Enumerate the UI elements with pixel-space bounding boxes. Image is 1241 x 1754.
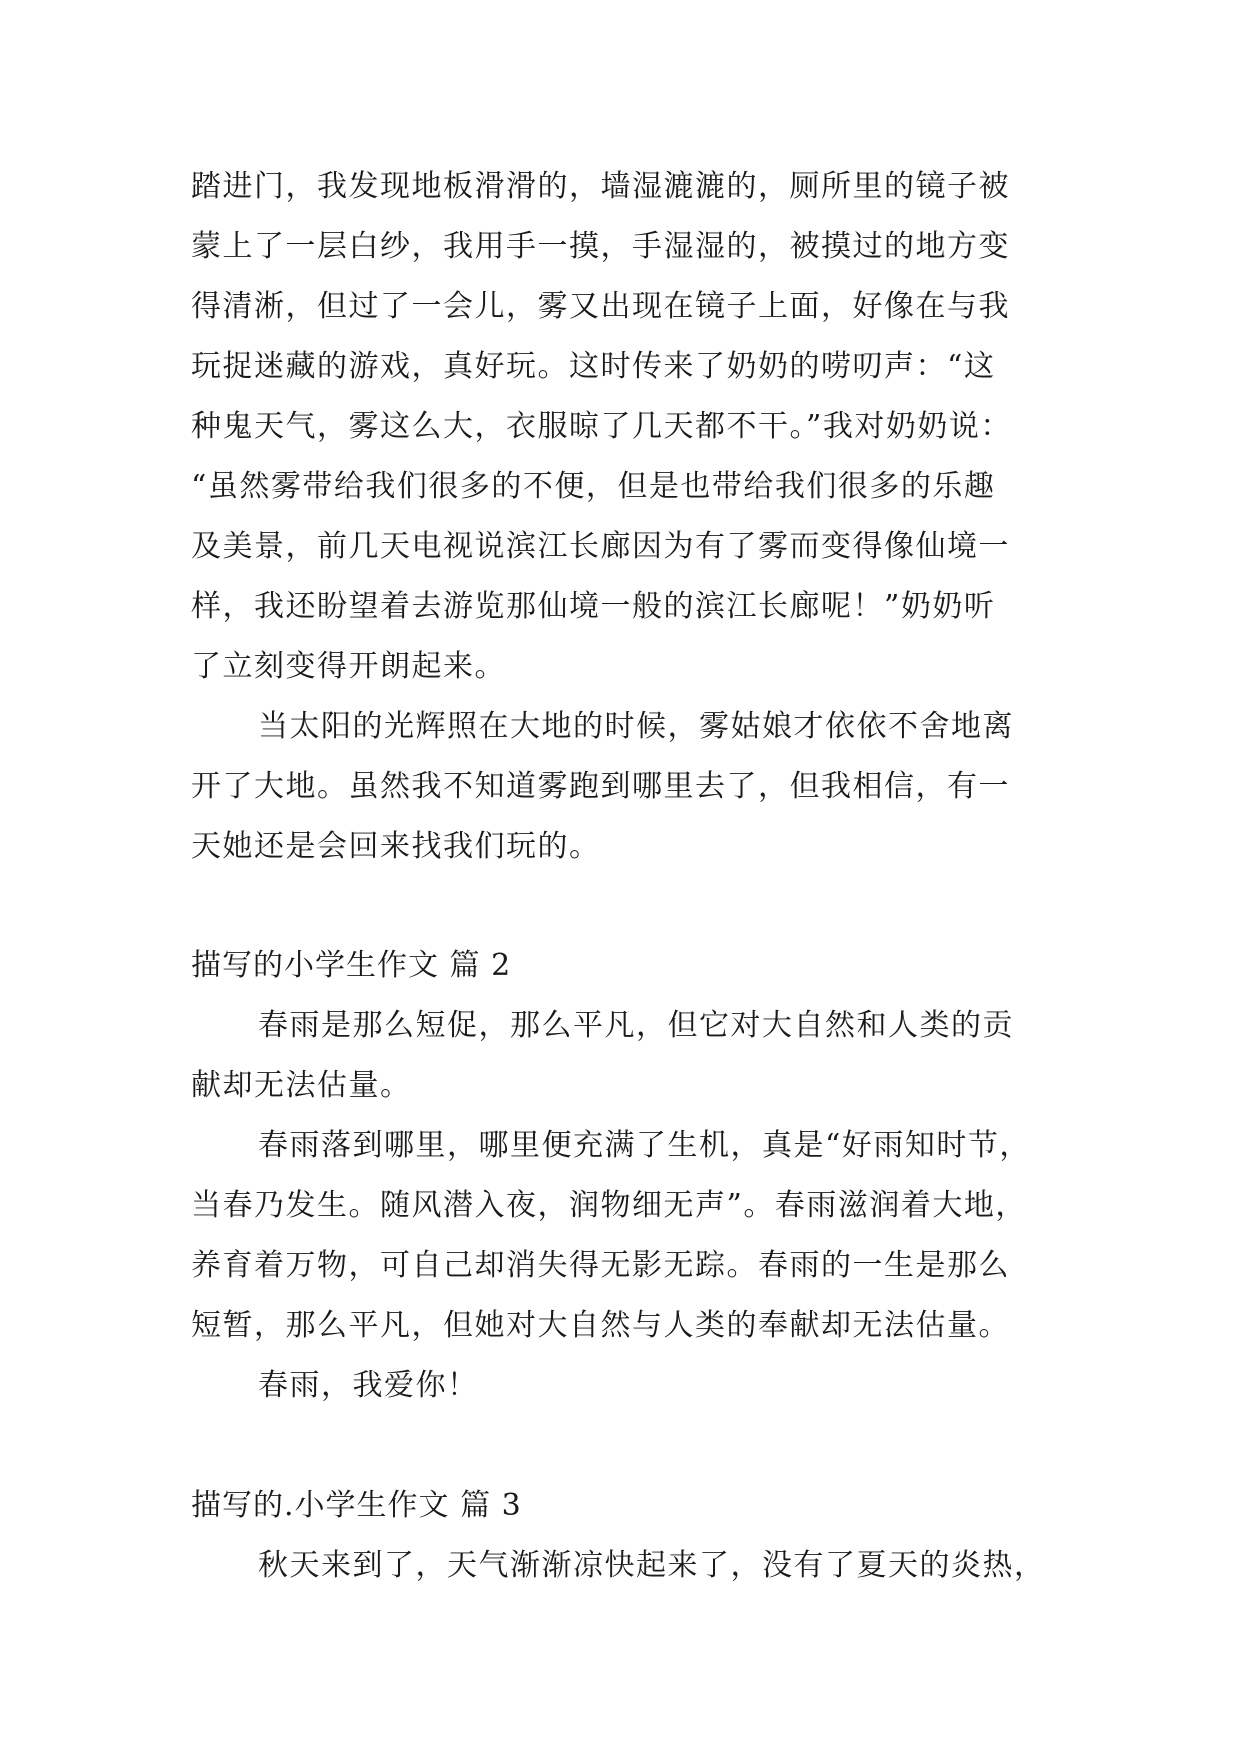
text-line: 开了大地。虽然我不知道雾跑到哪里去了，但我相信，有一 (191, 769, 1010, 804)
text-line: 当春乃发生。随风潜入夜，润物细无声”。春雨滋润着大地， (191, 1188, 1027, 1223)
document-page (191, 157, 1071, 1596)
section-spacer (191, 877, 1071, 936)
text-line: 春雨是那么短促，那么平凡，但它对大自然和人类的贡 (258, 1008, 1014, 1043)
text-line: “虽然雾带给我们很多的不便，但是也带给我们很多的乐趣 (191, 469, 996, 504)
paragraph-autumn (191, 1536, 1071, 1596)
text-line: 春雨落到哪里，哪里便充满了生机，真是“好雨知时节， (258, 1128, 1031, 1163)
text-line: 献却无法估量。 (191, 1068, 412, 1103)
text-line: 养育着万物，可自己却消失得无影无踪。春雨的一生是那么 (191, 1248, 1010, 1283)
paragraph-fog-room (191, 157, 1071, 697)
section-heading-3: 描写的.小学生作文 篇 3 (191, 1488, 522, 1523)
text-line: 蒙上了一层白纱，我用手一摸，手湿湿的，被摸过的地方变 (191, 229, 1010, 264)
text-line: 秋天来到了，天气渐渐凉快起来了，没有了夏天的炎热， (258, 1548, 1046, 1583)
section-heading-2: 描写的小学生作文 篇 2 (191, 948, 512, 983)
text-line: 玩捉迷藏的游戏，真好玩。这时传来了奶奶的唠叨声：“这 (191, 349, 996, 384)
text-line: 样，我还盼望着去游览那仙境一般的滨江长廊呢！”奶奶听 (191, 589, 996, 624)
text-line: 短暂，那么平凡，但她对大自然与人类的奉献却无法估量。 (191, 1308, 1010, 1343)
text-line: 春雨，我爱你！ (258, 1368, 479, 1403)
text-line: 了立刻变得开朗起来。 (191, 649, 506, 684)
text-line: 天她还是会回来找我们玩的。 (191, 829, 601, 864)
paragraph-spring-rain-body (191, 1116, 1071, 1356)
text-line: 踏进门，我发现地板滑滑的，墙湿漉漉的，厕所里的镜子被 (191, 169, 1010, 204)
paragraph-spring-rain-closing (191, 1356, 1071, 1416)
text-line: 及美景，前几天电视说滨江长廊因为有了雾而变得像仙境一 (191, 529, 1010, 564)
paragraph-fog-leaves (191, 697, 1071, 877)
section-spacer (191, 1416, 1071, 1476)
text-line: 得清淅，但过了一会儿，雾又出现在镜子上面，好像在与我 (191, 289, 1010, 324)
text-line: 当太阳的光辉照在大地的时候，雾姑娘才依依不舍地离 (258, 709, 1014, 744)
text-line: 种鬼天气，雾这么大，衣服晾了几天都不干。”我对奶奶说： (191, 409, 1012, 444)
paragraph-spring-rain-intro (191, 996, 1071, 1116)
